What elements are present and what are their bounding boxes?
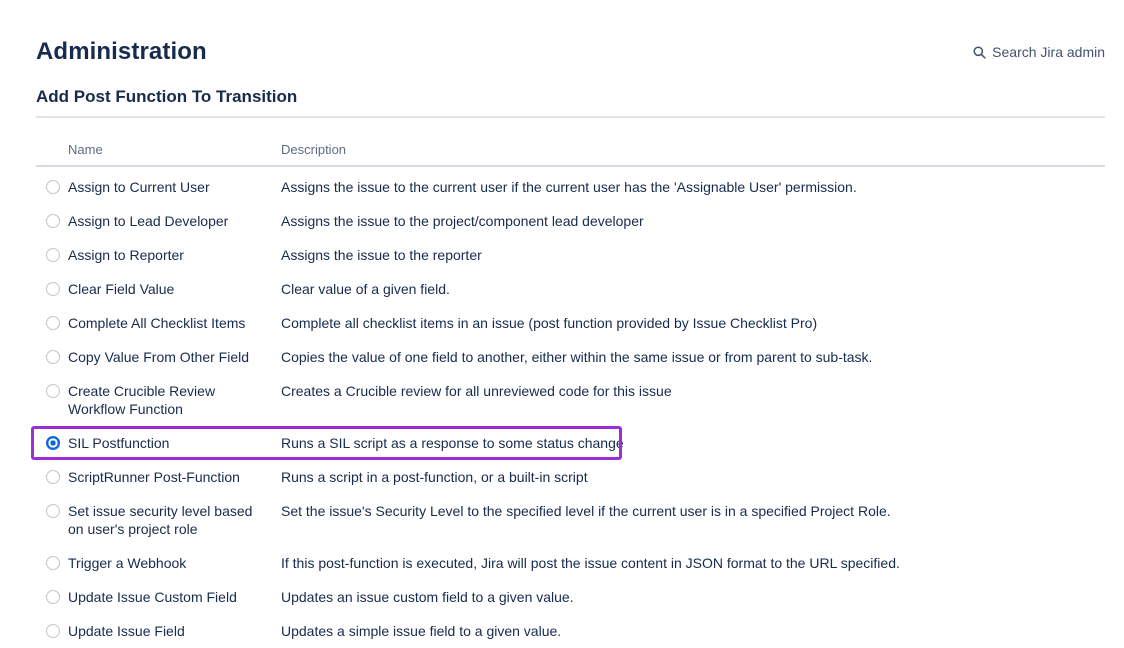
search-jira-admin[interactable] bbox=[973, 44, 1105, 60]
header-description: Description bbox=[281, 142, 347, 157]
post-function-description: Runs a SIL script as a response to some status change bbox=[281, 435, 624, 451]
radio-cell bbox=[36, 178, 68, 196]
table-row[interactable] bbox=[36, 374, 1105, 426]
radio-cell bbox=[36, 246, 68, 264]
radio-button[interactable] bbox=[46, 556, 60, 570]
post-function-name: Copy Value From Other Field bbox=[68, 349, 250, 365]
post-function-name: Assign to Current User bbox=[68, 179, 210, 195]
radio-button[interactable] bbox=[46, 470, 60, 484]
post-function-name: Assign to Lead Developer bbox=[68, 213, 229, 229]
table-row[interactable] bbox=[36, 272, 1105, 306]
radio-cell bbox=[36, 382, 68, 418]
post-function-name: Assign to Reporter bbox=[68, 247, 184, 263]
table-row[interactable] bbox=[36, 460, 1105, 494]
radio-button[interactable] bbox=[46, 384, 60, 398]
radio-button-selected[interactable] bbox=[46, 436, 60, 450]
table-header bbox=[36, 118, 1105, 167]
post-function-description: If this post-function is executed, Jira will post the issue content in JSON format to the URL specified. bbox=[281, 555, 900, 571]
radio-cell bbox=[36, 348, 68, 366]
table-body bbox=[36, 170, 1105, 648]
post-function-description: Set the issue's Security Level to the specified level if the current user is in a specified Project Role. bbox=[281, 503, 891, 519]
search-label: Search Jira admin bbox=[992, 44, 1105, 60]
post-function-description: Assigns the issue to the reporter bbox=[281, 247, 482, 263]
post-function-description: Clear value of a given field. bbox=[281, 281, 450, 297]
post-function-name: Create Crucible Review Workflow Function bbox=[68, 383, 216, 417]
radio-button[interactable] bbox=[46, 504, 60, 518]
table-row[interactable] bbox=[36, 204, 1105, 238]
table-row[interactable] bbox=[36, 238, 1105, 272]
post-function-name: Set issue security level based on user's project role bbox=[68, 503, 253, 537]
radio-cell bbox=[36, 622, 68, 640]
radio-button[interactable] bbox=[46, 624, 60, 638]
table-row[interactable] bbox=[36, 546, 1105, 580]
section-title: Add Post Function To Transition bbox=[36, 87, 1105, 118]
search-icon bbox=[973, 46, 986, 59]
table-row[interactable] bbox=[36, 426, 1105, 460]
post-function-description: Assigns the issue to the project/component lead developer bbox=[281, 213, 644, 229]
post-function-table bbox=[36, 118, 1105, 648]
post-function-description: Creates a Crucible review for all unreviewed code for this issue bbox=[281, 383, 672, 399]
radio-cell bbox=[36, 434, 68, 452]
post-function-description: Runs a script in a post-function, or a built-in script bbox=[281, 469, 588, 485]
post-function-name: ScriptRunner Post-Function bbox=[68, 469, 240, 485]
post-function-name: Complete All Checklist Items bbox=[68, 315, 246, 331]
post-function-description: Copies the value of one field to another, either within the same issue or from parent to sub-task. bbox=[281, 349, 873, 365]
page-header bbox=[36, 38, 1105, 66]
radio-cell bbox=[36, 588, 68, 606]
header-radio-spacer bbox=[36, 142, 68, 157]
table-row[interactable] bbox=[36, 170, 1105, 204]
radio-cell bbox=[36, 468, 68, 486]
radio-button[interactable] bbox=[46, 180, 60, 194]
radio-button[interactable] bbox=[46, 590, 60, 604]
radio-cell bbox=[36, 212, 68, 230]
radio-button[interactable] bbox=[46, 214, 60, 228]
page-title: Administration bbox=[36, 38, 207, 65]
radio-cell bbox=[36, 502, 68, 538]
post-function-name: Update Issue Custom Field bbox=[68, 589, 237, 605]
radio-cell bbox=[36, 554, 68, 572]
table-row[interactable] bbox=[36, 340, 1105, 374]
radio-cell bbox=[36, 280, 68, 298]
table-row[interactable] bbox=[36, 614, 1105, 648]
post-function-description: Complete all checklist items in an issue (post function provided by Issue Checklist Pro) bbox=[281, 315, 818, 331]
post-function-description: Updates an issue custom field to a given value. bbox=[281, 589, 574, 605]
post-function-name: Trigger a Webhook bbox=[68, 555, 187, 571]
table-row[interactable] bbox=[36, 306, 1105, 340]
post-function-name: Clear Field Value bbox=[68, 281, 175, 297]
post-function-name: SIL Postfunction bbox=[68, 435, 170, 451]
table-row[interactable] bbox=[36, 494, 1105, 546]
post-function-name: Update Issue Field bbox=[68, 623, 185, 639]
header-name: Name bbox=[68, 142, 103, 157]
radio-cell bbox=[36, 314, 68, 332]
radio-button[interactable] bbox=[46, 248, 60, 262]
radio-button[interactable] bbox=[46, 282, 60, 296]
post-function-description: Updates a simple issue field to a given value. bbox=[281, 623, 562, 639]
radio-button[interactable] bbox=[46, 316, 60, 330]
post-function-description: Assigns the issue to the current user if the current user has the 'Assignable User' permission. bbox=[281, 179, 857, 195]
radio-button[interactable] bbox=[46, 350, 60, 364]
table-row[interactable] bbox=[36, 580, 1105, 614]
